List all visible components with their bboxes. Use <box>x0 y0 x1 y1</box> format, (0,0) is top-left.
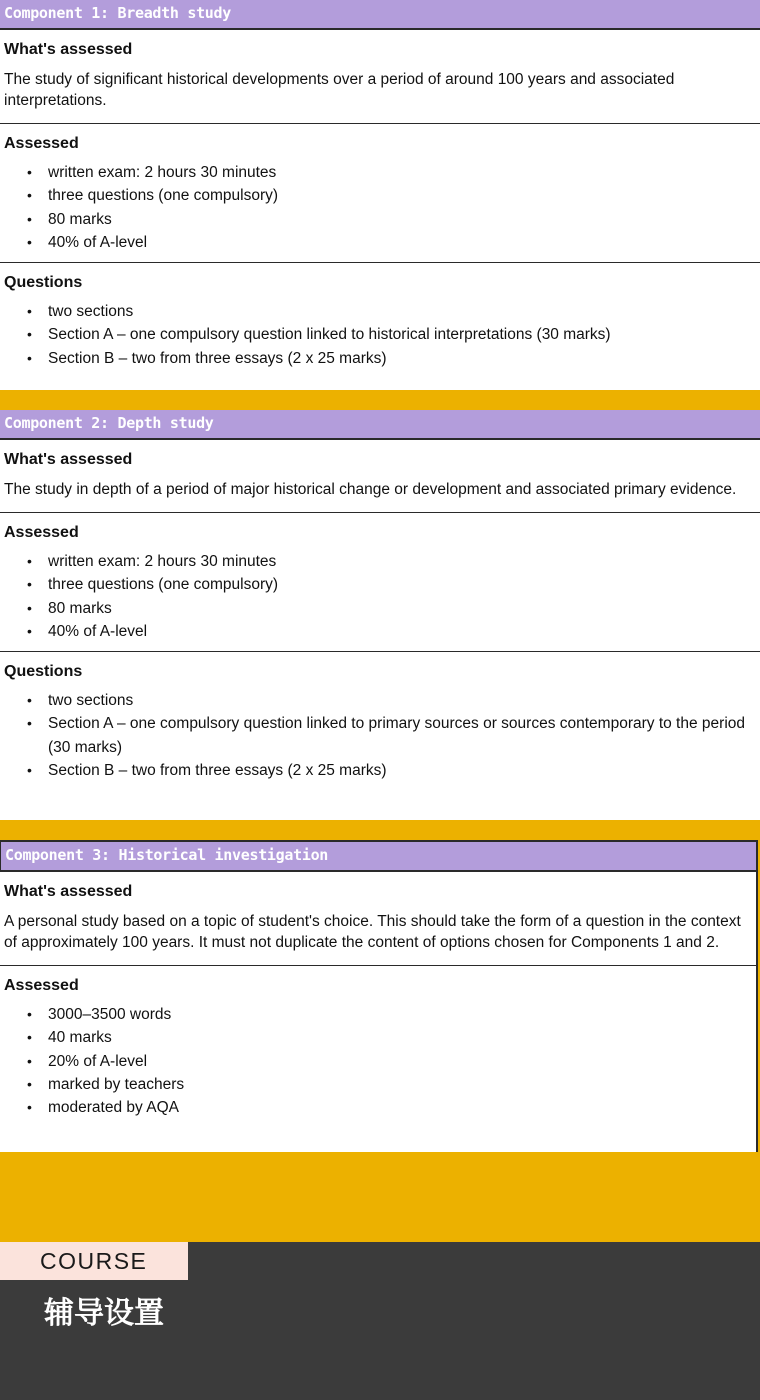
list-item: • three questions (one compulsory) <box>4 184 756 207</box>
component-2-section <box>0 410 760 820</box>
questions-list <box>4 682 756 790</box>
footer-banner <box>0 1242 760 1400</box>
footer-title: 辅导设置 <box>44 1297 164 1330</box>
list-item: • Section B – two from three essays (2 x 25 marks) <box>4 347 756 370</box>
list-item: • 20% of A-level <box>4 1050 752 1073</box>
component-3-section <box>0 840 758 1152</box>
whats-assessed-text: The study of significant historical developments over a period of around 100 years and associated interpretations. <box>4 71 675 109</box>
list-item: • three questions (one compulsory) <box>4 573 756 596</box>
list-item: • Section A – one compulsory question linked to primary sources or sources contemporary to the period (30 marks) <box>4 712 756 759</box>
whats-assessed-text: The study in depth of a period of major historical change or development and associated primary evidence. <box>4 481 737 498</box>
whats-assessed-block <box>0 872 756 966</box>
course-tag: COURSE <box>0 1242 188 1280</box>
questions-list <box>4 293 756 378</box>
list-item: • 80 marks <box>4 597 756 620</box>
list-item: • moderated by AQA <box>4 1096 752 1119</box>
list-item: • Section A – one compulsory question linked to historical interpretations (30 marks) <box>4 323 756 346</box>
component-1-section <box>0 0 760 390</box>
list-item: • 40% of A-level <box>4 620 756 643</box>
assessed-block <box>0 513 760 652</box>
questions-block <box>0 652 760 790</box>
questions-heading: Questions <box>4 663 83 681</box>
list-item: • two sections <box>4 300 756 323</box>
assessed-list <box>4 154 756 262</box>
questions-block <box>0 263 760 378</box>
component-title: Component 2: Depth study <box>0 410 760 440</box>
list-item: • two sections <box>4 689 756 712</box>
whats-assessed-heading: What's assessed <box>4 883 133 900</box>
assessed-list <box>4 543 756 651</box>
questions-heading: Questions <box>4 274 83 292</box>
assessed-heading: Assessed <box>4 524 79 541</box>
list-item: • 40 marks <box>4 1026 752 1049</box>
list-item: • Section B – two from three essays (2 x 25 marks) <box>4 759 756 782</box>
whats-assessed-text: A personal study based on a topic of student's choice. This should take the form of a question in the context of approximately 100 years. It must not duplicate the content of options chosen for Components 1 and 2. <box>4 913 741 951</box>
whats-assessed-heading: What's assessed <box>4 41 133 58</box>
whats-assessed-block <box>0 440 760 513</box>
list-item: • written exam: 2 hours 30 minutes <box>4 550 756 573</box>
component-title: Component 1: Breadth study <box>0 0 760 30</box>
whats-assessed-heading: What's assessed <box>4 451 133 468</box>
assessed-block <box>0 124 760 263</box>
whats-assessed-block <box>0 30 760 124</box>
component-title: Component 3: Historical investigation <box>0 840 756 872</box>
list-item: • 80 marks <box>4 208 756 231</box>
list-item: • 40% of A-level <box>4 231 756 254</box>
list-item: • 3000–3500 words <box>4 1003 752 1026</box>
assessed-block <box>0 966 756 1127</box>
list-item: • marked by teachers <box>4 1073 752 1096</box>
list-item: • written exam: 2 hours 30 minutes <box>4 161 756 184</box>
assessed-heading: Assessed <box>4 135 79 152</box>
assessed-heading: Assessed <box>4 977 79 994</box>
assessed-list <box>4 996 752 1127</box>
